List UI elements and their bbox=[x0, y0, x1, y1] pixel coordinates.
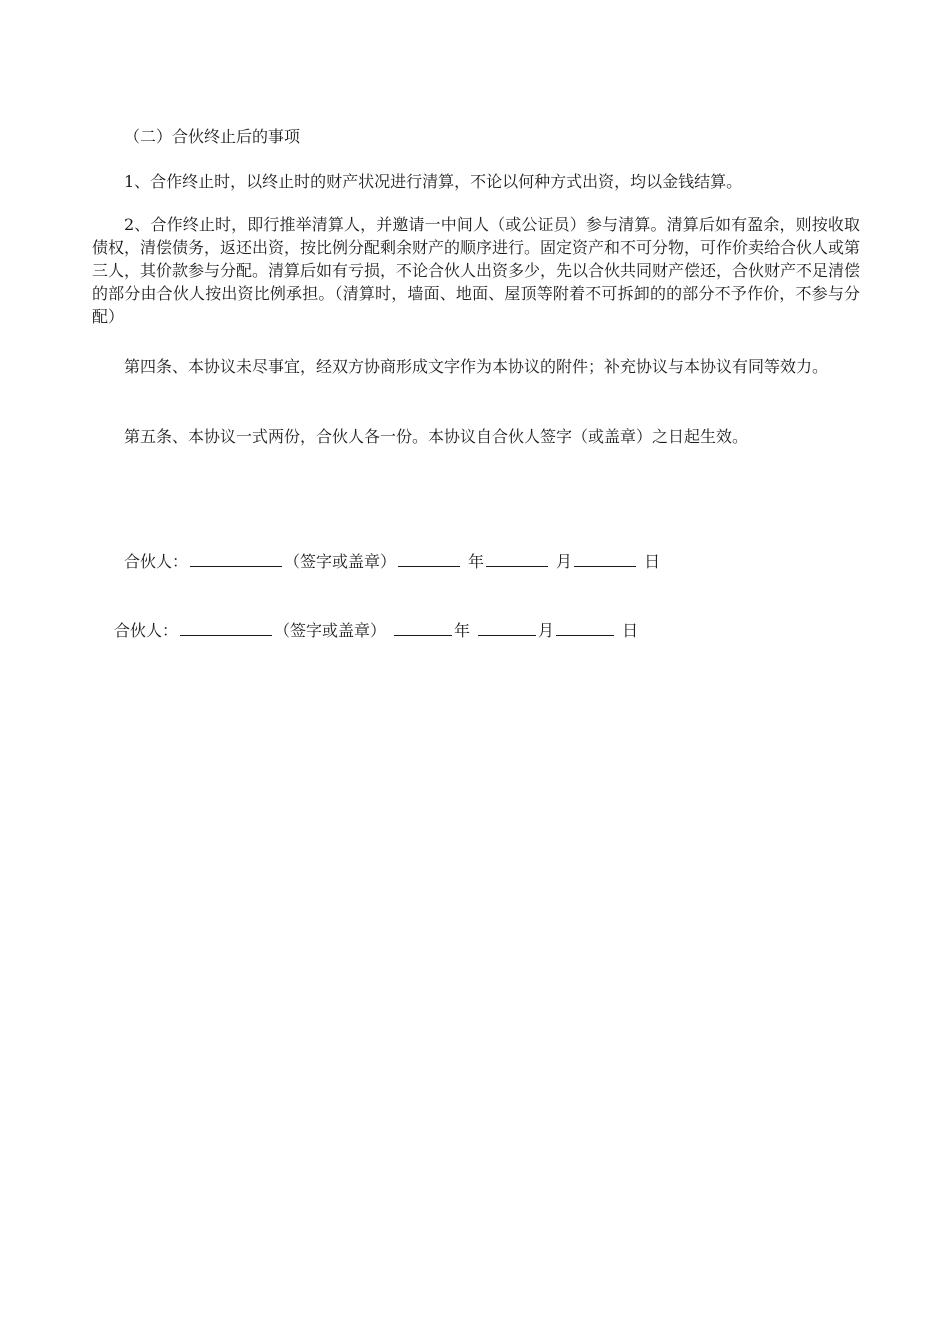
signature-note: （签字或盖章） bbox=[274, 621, 387, 640]
clause-paragraph-1: 1、合作终止时，以终止时的财产状况进行清算，不论以何种方式出资，均以金钱结算。 bbox=[124, 172, 743, 191]
partner-label: 合伙人： bbox=[124, 552, 189, 571]
signature-blank[interactable] bbox=[190, 550, 282, 567]
day-label: 日 bbox=[644, 552, 661, 571]
signature-note: （签字或盖章） bbox=[284, 552, 397, 571]
year-label: 年 bbox=[468, 552, 485, 571]
year-blank[interactable] bbox=[398, 550, 460, 567]
year-blank[interactable] bbox=[394, 619, 452, 636]
day-blank[interactable] bbox=[556, 619, 614, 636]
year-label: 年 bbox=[454, 621, 471, 640]
signature-blank[interactable] bbox=[180, 619, 272, 636]
month-label: 月 bbox=[538, 621, 555, 640]
clause-paragraph-2: 2、合作终止时，即行推举清算人，并邀请一中间人（或公证员）参与清算。清算后如有盈余，则按收取债权，清偿债务，返还出资，按比例分配剩余财产的顺序进行。固定资产和不可分物，可作价卖给合伙人或第三人，其价款参与分配。清算后如有亏损，不论合伙人出资多少，先以合伙共同财产偿还，合伙财产不足清偿的部分由合伙人按出资比例承担。（清算时，墙面、地面、屋顶等附着不可拆卸的的部分不予作价，不参与分配） bbox=[92, 215, 861, 326]
section-heading: （二）合伙终止后的事项 bbox=[124, 127, 301, 146]
day-label: 日 bbox=[622, 621, 639, 640]
month-label: 月 bbox=[556, 552, 573, 571]
partner-label: 合伙人： bbox=[114, 621, 179, 640]
signature-line-2 bbox=[114, 619, 638, 642]
month-blank[interactable] bbox=[478, 619, 536, 636]
article-four-paragraph: 第四条、本协议未尽事宜，经双方协商形成文字作为本协议的附件；补充协议与本协议有同等效力。 bbox=[124, 357, 829, 376]
day-blank[interactable] bbox=[574, 550, 636, 567]
signature-line-1 bbox=[124, 550, 660, 573]
article-five-paragraph: 第五条、本协议一式两份，合伙人各一份。本协议自合伙人签字（或盖章）之日起生效。 bbox=[124, 427, 749, 446]
month-blank[interactable] bbox=[486, 550, 548, 567]
